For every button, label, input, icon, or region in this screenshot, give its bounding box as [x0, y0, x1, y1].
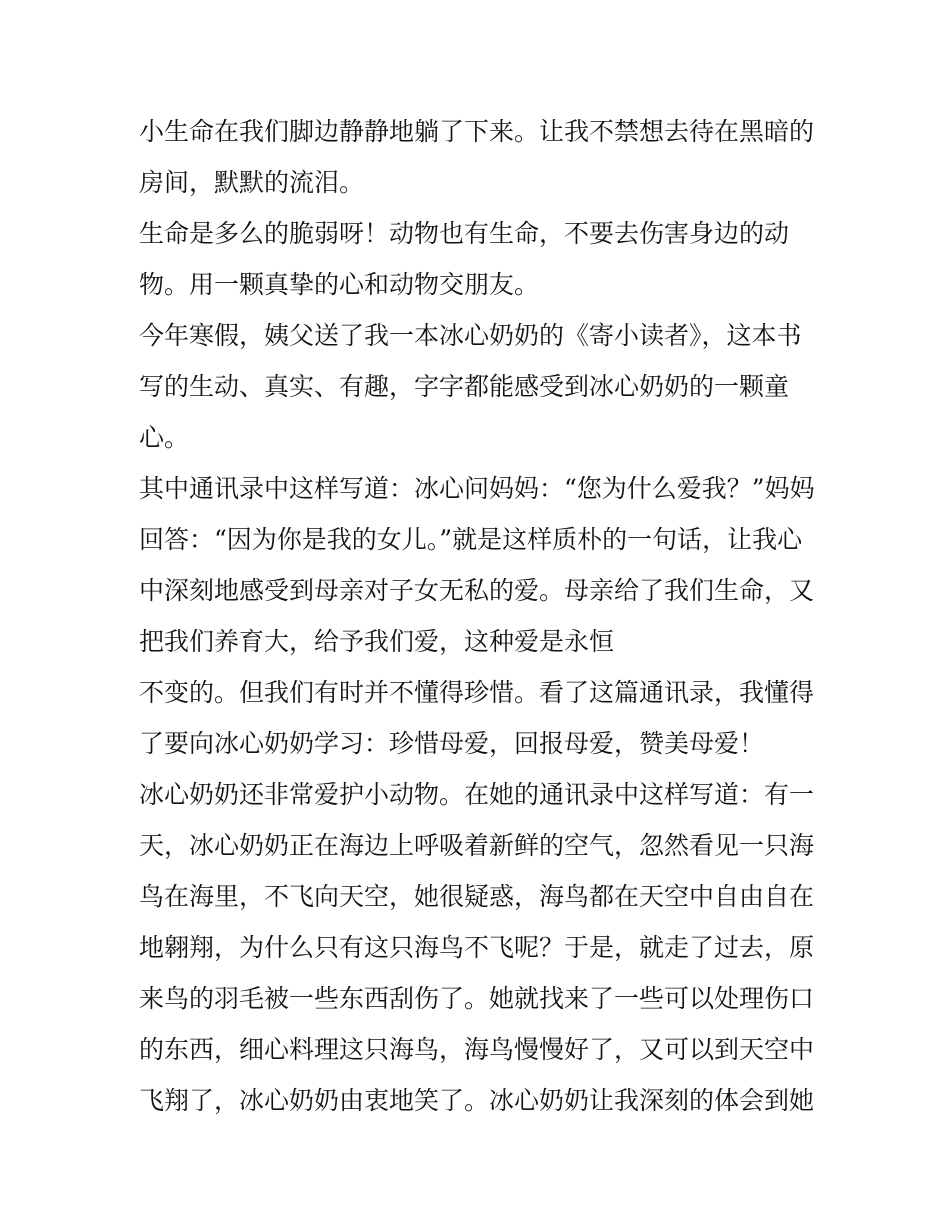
text-line: 心。: [139, 423, 190, 452]
text-line: 写的生动、真实、有趣，字字都能感受到冰心奶奶的一颗童: [139, 372, 790, 401]
text-line: 生命是多么的脆弱呀！动物也有生命，不要去伤害身边的动: [139, 219, 790, 248]
text-line: 鸟在海里，不飞向天空，她很疑惑，海鸟都在天空中自由自在: [139, 882, 815, 911]
text-line: 其中通讯录中这样写道：冰心问妈妈：“您为什么爱我？”妈妈: [139, 474, 815, 503]
text-line: 天，冰心奶奶正在海边上呼吸着新鲜的空气，忽然看见一只海: [139, 831, 815, 860]
body-text: [139, 106, 819, 1126]
text-line: 小生命在我们脚边静静地躺了下来。让我不禁想去待在黑暗的: [139, 117, 815, 146]
text-line: 的东西，细心料理这只海鸟，海鸟慢慢好了，又可以到天空中: [139, 1035, 815, 1064]
text-line: 飞翔了，冰心奶奶由衷地笑了。冰心奶奶让我深刻的体会到她: [139, 1086, 815, 1115]
text-line: 不变的。但我们有时并不懂得珍惜。看了这篇通讯录，我懂得: [139, 678, 815, 707]
text-line: 把我们养育大，给予我们爱，这种爱是永恒: [139, 627, 615, 656]
text-line: 地翱翔，为什么只有这只海鸟不飞呢？于是，就走了过去，原: [139, 933, 815, 962]
text-line: 回答：“因为你是我的女儿。”就是这样质朴的一句话，让我心: [139, 525, 803, 554]
text-line: 中深刻地感受到母亲对子女无私的爱。母亲给了我们生命，又: [139, 576, 815, 605]
text-line: 房间，默默的流泪。: [139, 168, 365, 197]
text-line: 来鸟的羽毛被一些东西刮伤了。她就找来了一些可以处理伤口: [139, 984, 815, 1013]
text-line: 今年寒假，姨父送了我一本冰心奶奶的《寄小读者》，这本书: [139, 321, 802, 350]
text-line: 冰心奶奶还非常爱护小动物。在她的通讯录中这样写道：有一: [139, 780, 815, 809]
text-line: 物。用一颗真挚的心和动物交朋友。: [139, 270, 540, 299]
text-line: 了要向冰心奶奶学习：珍惜母爱，回报母爱，赞美母爱！: [139, 729, 765, 758]
